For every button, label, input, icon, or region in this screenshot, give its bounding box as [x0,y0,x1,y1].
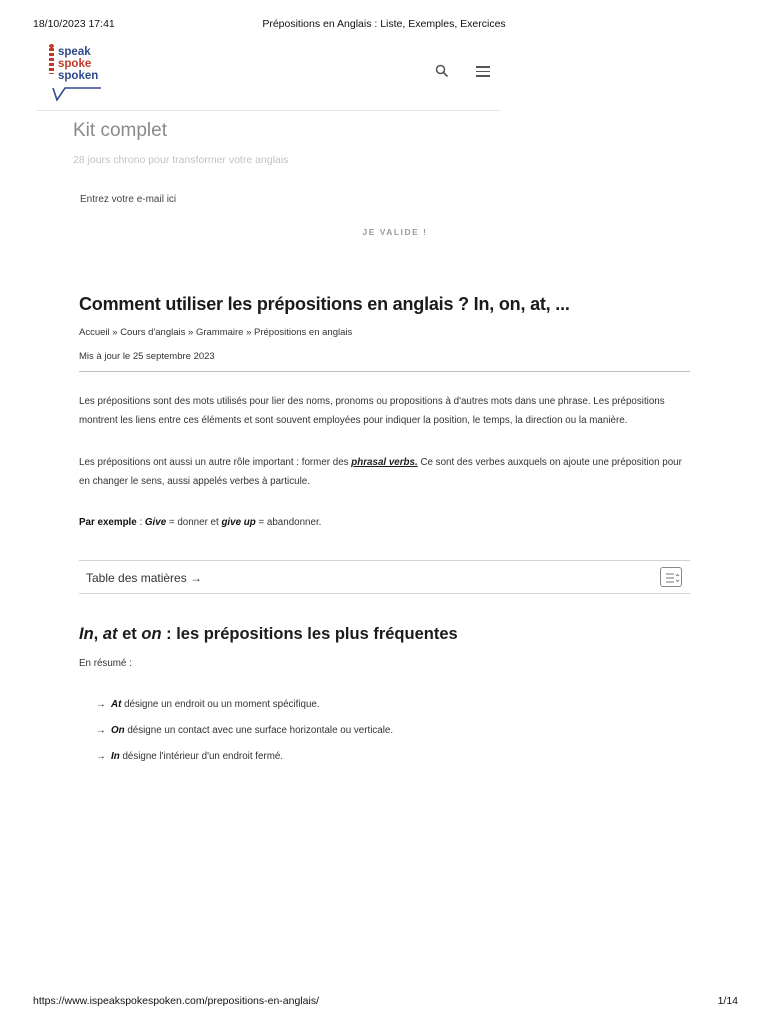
list-text: désigne l'intérieur d'un endroit fermé. [119,751,284,762]
intro-paragraph: Les prépositions sont des mots utilisés pour lier des noms, pronoms ou propositions à d'autres mots dans une phrase. Les prépositions montrent les liens entre ces éléments et sont souvent employées pour indiquer la position, le temps, la direction ou la manière. [79,396,665,426]
prepositions-summary-list [96,698,656,776]
section-heading-rest: : les prépositions les plus fréquentes [161,625,458,643]
arrow-icon: → [96,751,106,762]
section-heading [79,625,458,644]
logo-text-line1: speak [58,46,91,58]
breadcrumb-home[interactable]: Accueil [79,327,110,338]
list-item [96,698,656,724]
site-header [36,42,501,111]
breadcrumb [79,327,352,338]
section-sep: , [93,625,103,643]
example-word-give: Give [144,517,167,528]
menu-line [476,75,490,77]
list-item [96,750,656,776]
logo-text-line3: spoken [58,70,99,82]
summary-label: En résumé : [79,658,132,669]
section-sep: et [117,625,142,643]
arrow-icon: → [96,699,106,710]
signup-title: Kit complet [73,120,167,141]
breadcrumb-separator: » [243,327,255,338]
list-keyword: On [111,725,125,736]
divider [79,371,690,372]
print-datetime: 18/10/2023 17:41 [33,18,115,30]
phrasal-verbs-link[interactable]: phrasal verbs. [351,457,418,468]
breadcrumb-separator: » [185,327,196,338]
updated-date: Mis à jour le 25 septembre 2023 [79,351,215,362]
list-text: désigne un contact avec une surface horizontale ou verticale. [124,725,394,736]
list-item [96,724,656,750]
signup-subtitle: 28 jours chrono pour transformer votre anglais [73,154,289,166]
logo-bar-icon [49,48,54,74]
toc-label: Table des matières → [86,571,203,585]
example-word-give-up: give up [221,517,256,528]
article-title: Comment utiliser les prépositions en anglais ? In, on, at, ... [79,294,570,314]
paragraph-text: Ce sont des verbes auxquels on ajoute une préposition pour en changer le sens, aussi appelés verbes à particule. [79,457,682,487]
email-field[interactable] [77,190,437,208]
breadcrumb-separator: » [109,327,121,338]
section-keyword-at: at [102,625,118,643]
example-text: = abandonner. [255,517,322,528]
phrasal-verbs-paragraph [79,453,691,491]
print-page-number: 1/14 [717,995,738,1007]
search-icon [435,64,449,78]
print-footer [0,995,768,1009]
logo-text-line2: spoke [58,58,92,70]
submit-button[interactable]: JE VALIDE ! [320,223,470,241]
example-paragraph [79,513,691,532]
breadcrumb-current: Prépositions en anglais [254,327,353,338]
logo-tick-icon [51,84,103,102]
hamburger-menu-icon[interactable] [476,66,490,78]
example-label: Par exemple [79,517,137,528]
print-url: https://www.ispeakspokespoken.com/prepositions-en-anglais/ [33,995,319,1007]
print-header [0,18,768,32]
section-keyword-on: on [141,625,162,643]
print-document-title: Prépositions en Anglais : Liste, Exemples, Exercices [262,18,506,30]
paragraph-text: Les prépositions ont aussi un autre rôle important : former des [79,457,352,468]
breadcrumb-cours[interactable]: Cours d'anglais [120,327,186,338]
example-colon: : [136,517,145,528]
list-text: désigne un endroit ou un moment spécifique. [121,699,320,710]
section-keyword-in: In [79,625,94,643]
example-text: = donner et [166,517,222,528]
search-button[interactable] [434,64,450,80]
arrow-icon: → [96,725,106,736]
menu-line [476,66,490,68]
site-logo[interactable] [47,46,117,106]
menu-line [476,71,490,73]
list-keyword: In [111,751,120,762]
breadcrumb-grammaire[interactable]: Grammaire [195,327,244,338]
table-of-contents[interactable] [79,560,690,594]
list-toggle-icon [663,571,681,585]
list-keyword: At [111,699,122,710]
toc-toggle-button[interactable] [660,567,682,587]
